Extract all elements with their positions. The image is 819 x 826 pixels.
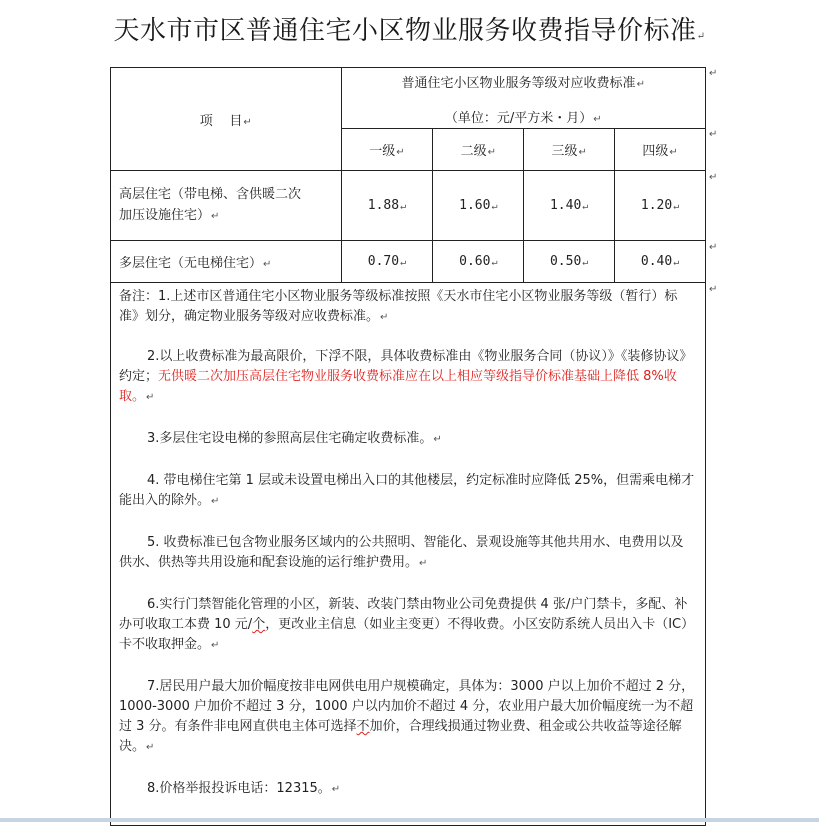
- spellcheck-mark: 不: [356, 719, 370, 734]
- fee-table: [110, 67, 706, 283]
- notes-cell: [110, 281, 706, 826]
- level-header: 一级↵: [341, 129, 433, 171]
- row-end-mark-icon: ↵: [709, 172, 718, 183]
- row-label: 高层住宅（带电梯、含供暖二次 加压设施住宅）↵: [111, 171, 342, 241]
- group-header-cell: [341, 68, 705, 129]
- table-row: [111, 241, 706, 283]
- note-2: 2.以上收费标准为最高限价，下浮不限，具体收费标准由《物业服务合同（协议）》《装修协议》约定；无供暖二次加压高层住宅物业服务收费标准应在以上相应等级指导价标准基础上降低 8%收取。↵: [119, 349, 693, 404]
- value-cell: 0.50↵: [524, 241, 615, 283]
- paragraph-mark-icon: ↵: [243, 116, 252, 128]
- level-header: 二级↵: [433, 129, 524, 171]
- note-1: 备注：1.上述市区普通住宅小区物业服务等级标准按照《天水市住宅小区物业服务等级（暂行）标准》划分，确定物业服务等级对应收费标准。↵: [119, 289, 678, 324]
- row-end-mark-icon: ↵: [709, 284, 718, 295]
- unit-label: （单位：元/平方米・月）: [444, 111, 593, 126]
- paragraph-mark-icon: ↵: [696, 31, 706, 42]
- document-title: [0, 10, 819, 47]
- level-header: 三级↵: [524, 129, 615, 171]
- note-5: 5. 收费标准已包含物业服务区域内的公共照明、智能化、景观设施等其他共用水、电费用以及供水、供热等共用设施和配套设施的运行维护费用。↵: [119, 535, 684, 570]
- value-cell: 0.70↵: [341, 241, 433, 283]
- value-cell: 0.40↵: [615, 241, 706, 283]
- table-row: [111, 171, 706, 241]
- spellcheck-mark: 个: [252, 617, 266, 632]
- value-cell: 1.88↵: [341, 171, 433, 241]
- level-header: 四级↵: [615, 129, 706, 171]
- value-cell: 1.40↵: [524, 171, 615, 241]
- note-8: 8.价格举报投诉电话：12315。↵: [147, 781, 341, 796]
- note-7: 7.居民用户最大加价幅度按非电网供电用户规模确定，具体为：3000 户以上加价不超过 2 分，1000-3000 户加价不超过 3 分，1000 户以内加价不超过 4 分，农业用户最大加价幅度统一为不超过 3 分。有条件非电网直供电主体可选择不加价，合理线损通过物业费、租金或公共收益等途径解决。↵: [119, 679, 695, 754]
- paragraph-mark-icon: ↵: [636, 79, 645, 90]
- row-end-mark-icon: ↵: [709, 242, 718, 253]
- value-cell: 0.60↵: [433, 241, 524, 283]
- note-3: 3.多层住宅设电梯的参照高层住宅确定收费标准。↵: [147, 431, 442, 446]
- item-header-cell: [111, 68, 342, 171]
- page-bottom-edge: [0, 818, 819, 822]
- note-6: 6.实行门禁智能化管理的小区，新装、改装门禁由物业公司免费提供 4 张/户门禁卡，多配、补办可收取工本费 10 元/个，更改业主信息（如业主变更）不得收费。小区安防系统人员出入卡（IC）卡不收取押金。↵: [119, 597, 695, 652]
- group-header: 普通住宅小区物业服务等级对应收费标准: [401, 76, 636, 91]
- title-text: 天水市市区普通住宅小区物业服务收费指导价标准: [113, 16, 697, 46]
- paragraph-mark-icon: ↵: [593, 114, 602, 125]
- row-label: 多层住宅（无电梯住宅）↵: [111, 241, 342, 283]
- row-end-mark-icon: ↵: [709, 68, 718, 79]
- value-cell: 1.60↵: [433, 171, 524, 241]
- row-end-mark-icon: ↵: [709, 129, 718, 140]
- value-cell: 1.20↵: [615, 171, 706, 241]
- note-4: 4. 带电梯住宅第 1 层或未设置电梯出入口的其他楼层，约定标准时应降低 25%，但需乘电梯才能出入的除外。↵: [119, 473, 695, 508]
- item-header: 项 目: [199, 113, 243, 129]
- note-2-highlight: 无供暖二次加压高层住宅物业服务收费标准应在以上相应等级指导价标准基础上降低 8%收取。: [119, 369, 677, 404]
